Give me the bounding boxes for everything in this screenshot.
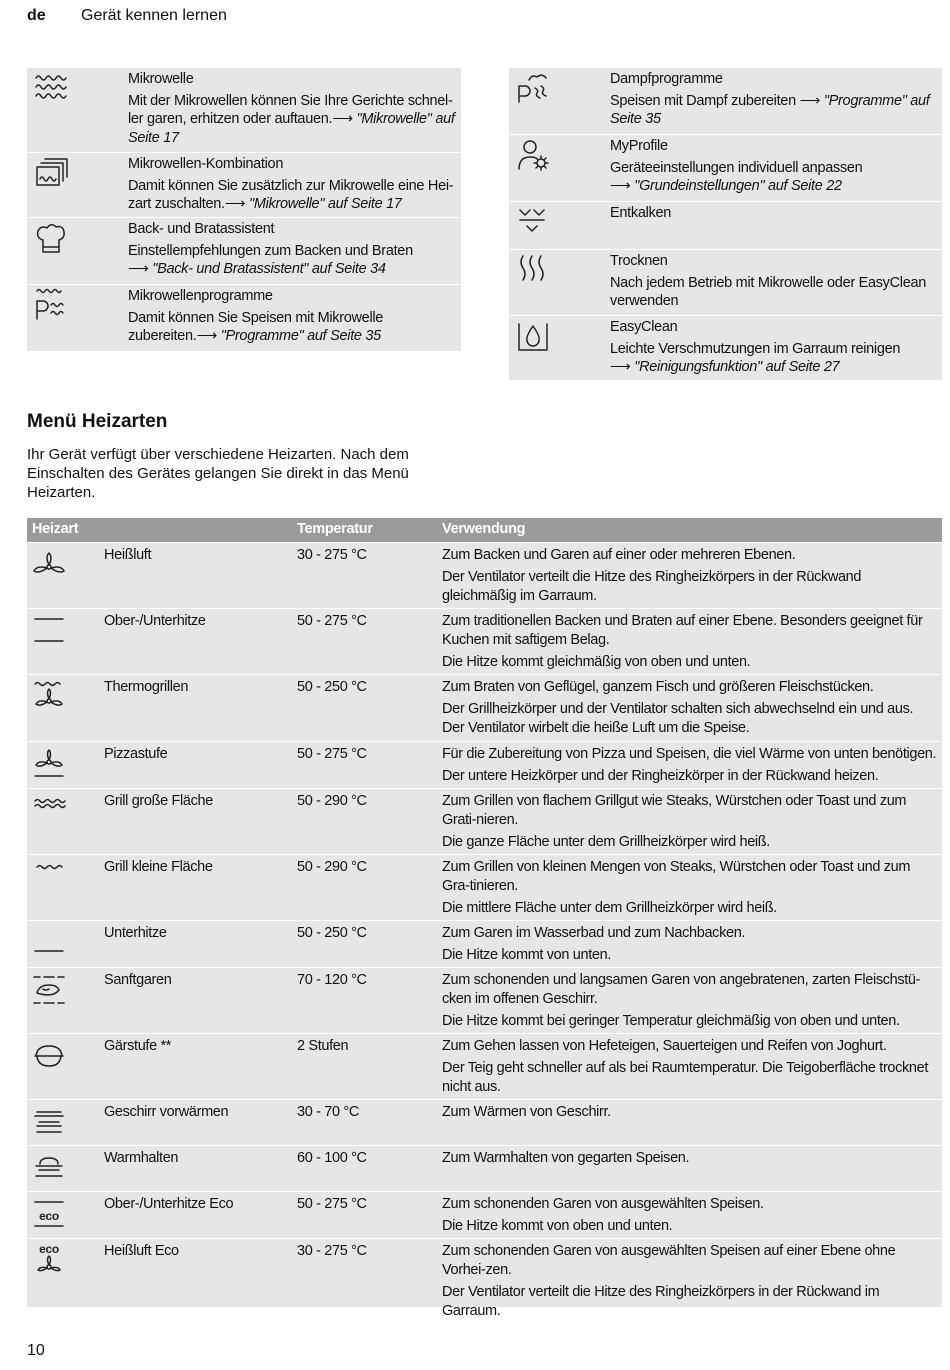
hot-air-eco-icon	[31, 1242, 67, 1277]
function-title: Back- und Bratassistent	[128, 221, 275, 237]
usage-line: Zum Gehen lassen von Hefeteigen, Sauerteigen und Reifen von Joghurt.	[442, 1038, 887, 1054]
temperature-range: 70 - 120 °C	[297, 972, 367, 988]
usage-line: Die Hitze kommt von oben und unten.	[442, 1218, 673, 1234]
function-row	[27, 68, 461, 152]
microwave-waves-icon	[33, 72, 69, 106]
function-desc: Leichte Verschmutzungen im Garraum reinigen	[610, 340, 901, 357]
function-desc: Speisen mit Dampf zubereiten	[610, 92, 796, 109]
usage-text	[442, 612, 938, 675]
grill-large-icon	[31, 795, 67, 827]
temperature-range: 50 - 250 °C	[297, 679, 367, 695]
chef-hat-icon	[33, 222, 69, 256]
slow-cook-icon	[31, 974, 67, 1006]
usage-line: Zum schonenden Garen von ausgewählten Speisen.	[442, 1196, 764, 1212]
heizart-name: Ober-/Unterhitze	[104, 613, 206, 629]
top-bottom-eco-icon	[31, 1198, 67, 1230]
function-title: Mikrowellenprogramme	[128, 288, 273, 304]
usage-line: Zum Warmhalten von gegarten Speisen.	[442, 1150, 690, 1166]
function-row	[509, 201, 942, 250]
temperature-range: 50 - 275 °C	[297, 746, 367, 762]
function-desc: Damit können Sie zusätzlich zur Mikrowelle eine Hei-zart zuschalten.	[128, 177, 454, 212]
function-desc: Mit der Mikrowellen können Sie Ihre Gerichte schnel-ler garen, erhitzen oder auftauen.	[128, 92, 453, 127]
arrow-icon: ⟶	[128, 261, 149, 277]
language-code: de	[27, 7, 46, 24]
drying-icon	[515, 254, 551, 288]
usage-line: Der Ventilator verteilt die Hitze des Ringheizkörpers in der Rückwand im Garraum.	[442, 1284, 880, 1319]
heizart-name: Sanftgaren	[104, 972, 172, 988]
usage-text	[442, 858, 938, 921]
heizart-name: Gärstufe **	[104, 1038, 172, 1054]
descaling-icon	[515, 206, 551, 240]
grill-small-icon	[31, 861, 67, 893]
usage-text	[442, 678, 938, 741]
easyclean-drop-icon	[515, 320, 551, 354]
usage-line: Die Hitze kommt gleichmäßig von oben und unten.	[442, 654, 751, 670]
page-reference[interactable]: "Programme" auf Seite 35	[220, 328, 381, 344]
usage-text	[442, 546, 938, 609]
proving-bowl-icon	[31, 1040, 67, 1072]
usage-line: Zum schonenden und langsamen Garen von angebratenen, zarten Fleischstü-cken im offenen Geschirr.	[442, 972, 921, 1007]
temperature-range: 60 - 100 °C	[297, 1150, 367, 1166]
function-desc: Damit können Sie Speisen mit Mikrowelle zubereiten.	[128, 309, 384, 344]
heizart-name: Unterhitze	[104, 925, 167, 941]
function-title: Trocknen	[610, 253, 668, 269]
function-title: EasyClean	[610, 319, 678, 335]
page-reference[interactable]: "Reinigungsfunktion" auf Seite 27	[634, 359, 840, 375]
pizza-setting-icon	[31, 748, 67, 780]
page-reference[interactable]: "Back- und Bratassistent" auf Seite 34	[152, 261, 386, 277]
table-row	[27, 1191, 942, 1239]
usage-line: Zum Backen und Garen auf einer oder mehreren Ebenen.	[442, 547, 796, 563]
usage-line: Die mittlere Fläche unter dem Grillheizkörper wird heiß.	[442, 900, 777, 916]
svg-text:eco: eco	[39, 1242, 59, 1256]
top-bottom-heat-icon	[31, 615, 67, 647]
table-row	[27, 854, 942, 921]
heizart-name: Geschirr vorwärmen	[104, 1104, 229, 1120]
table-row	[27, 920, 942, 968]
usage-text	[442, 924, 938, 968]
usage-line: Zum Grillen von kleinen Mengen von Steaks, Würstchen oder Toast und zum Gra-tinieren.	[442, 859, 911, 894]
temperature-range: 30 - 275 °C	[297, 547, 367, 563]
right-function-box	[509, 68, 942, 380]
usage-text	[442, 792, 938, 855]
function-row	[509, 68, 942, 134]
function-desc: Nach jedem Betrieb mit Mikrowelle oder EasyClean verwenden	[610, 274, 927, 309]
arrow-icon: ⟶	[224, 196, 246, 212]
plate-warming-icon	[31, 1106, 67, 1138]
usage-line: Zum Wärmen von Geschirr.	[442, 1104, 611, 1120]
table-header	[27, 518, 942, 542]
temperature-range: 50 - 275 °C	[297, 613, 367, 629]
temperature-range: 50 - 290 °C	[297, 793, 367, 809]
heizart-name: Grill kleine Fläche	[104, 859, 213, 875]
function-title: Entkalken	[610, 205, 671, 221]
page-reference[interactable]: "Programme" auf Seite 35	[610, 92, 930, 127]
table-row	[27, 788, 942, 855]
usage-text	[442, 1037, 938, 1100]
page-reference[interactable]: "Grundeinstellungen" auf Seite 22	[634, 178, 842, 194]
chapter-title: Gerät kennen lernen	[81, 7, 227, 24]
function-desc: Geräteeinstellungen individuell anpassen	[610, 159, 863, 176]
usage-text	[442, 1149, 938, 1171]
temperature-range: 30 - 70 °C	[297, 1104, 359, 1120]
page-number: 10	[27, 1342, 45, 1359]
function-row	[509, 315, 942, 381]
left-function-box	[27, 68, 461, 351]
usage-line: Die Hitze kommt bei geringer Temperatur gleichmäßig von oben und unten.	[442, 1013, 900, 1029]
table-row	[27, 967, 942, 1034]
usage-line: Zum Braten von Geflügel, ganzem Fisch und größeren Fleischstücken.	[442, 679, 874, 695]
table-row	[27, 741, 942, 789]
heizart-name: Heißluft	[104, 547, 152, 563]
function-title: Mikrowellen-Kombination	[128, 156, 284, 172]
usage-text	[442, 745, 938, 789]
usage-line: Zum traditionellen Backen und Braten auf einer Ebene. Besonders geeignet für Kuchen mit saftigem Belag.	[442, 613, 923, 648]
arrow-icon: ⟶	[196, 328, 217, 344]
usage-line: Der untere Heizkörper und der Ringheizkörper in der Rückwand heizen.	[442, 768, 879, 784]
steam-programs-icon	[515, 72, 551, 106]
usage-line: Der Grillheizkörper und der Ventilator schalten sich abwechselnd ein und aus. Der Ventilator wirbelt die heiße Luft um die Speise.	[442, 701, 914, 736]
usage-line: Zum schonenden Garen von ausgewählten Speisen auf einer Ebene ohne Vorhei-zen.	[442, 1243, 896, 1278]
arrow-icon: ⟶	[799, 92, 821, 109]
col-header-verwendung: Verwendung	[442, 521, 526, 537]
temperature-range: 50 - 250 °C	[297, 925, 367, 941]
temperature-range: 50 - 275 °C	[297, 1196, 367, 1212]
usage-line: Für die Zubereitung von Pizza und Speisen, die viel Wärme von unten benötigen.	[442, 746, 937, 762]
usage-line: Der Ventilator verteilt die Hitze des Ringheizkörpers in der Rückwand gleichmäßig im Garraum.	[442, 569, 862, 604]
bottom-heat-icon	[31, 927, 67, 959]
function-row	[27, 152, 461, 218]
col-header-temperatur: Temperatur	[297, 521, 373, 537]
hot-air-fan-icon	[31, 549, 67, 581]
table-row	[27, 1238, 942, 1319]
table-row	[27, 542, 942, 609]
arrow-icon: ⟶	[332, 111, 353, 127]
function-title: Mikrowelle	[128, 71, 194, 87]
usage-text	[442, 1103, 938, 1125]
microwave-programs-icon	[33, 289, 69, 323]
table-row	[27, 1099, 942, 1146]
usage-line: Die ganze Fläche unter dem Grillheizkörper wird heiß.	[442, 834, 770, 850]
table-row	[27, 608, 942, 675]
arrow-icon: ⟶	[610, 178, 631, 194]
section-intro: Ihr Gerät verfügt über verschiedene Heizarten. Nach dem Einschalten des Gerätes gelangen Sie direkt in das Menü Heizarten.	[27, 446, 409, 501]
usage-text	[442, 1242, 938, 1324]
table-row	[27, 674, 942, 742]
usage-line: Der Teig geht schneller auf als bei Raumtemperatur. Die Teigoberfläche trocknet nicht aus.	[442, 1060, 929, 1095]
microwave-combination-icon	[33, 157, 69, 191]
function-desc: Einstellempfehlungen zum Backen und Braten	[128, 242, 413, 259]
usage-text	[442, 1195, 938, 1239]
usage-line: Zum Garen im Wasserbad und zum Nachbacken.	[442, 925, 746, 941]
function-row	[27, 217, 461, 285]
function-row	[509, 134, 942, 202]
function-row	[509, 249, 942, 316]
heizart-name: Thermogrillen	[104, 679, 189, 695]
temperature-range: 50 - 290 °C	[297, 859, 367, 875]
page-reference[interactable]: "Mikrowelle" auf Seite 17	[248, 196, 402, 212]
section-title: Menü Heizarten	[27, 411, 168, 432]
usage-text	[442, 971, 938, 1034]
keep-warm-icon	[31, 1152, 67, 1184]
temperature-range: 30 - 275 °C	[297, 1243, 367, 1259]
arrow-icon: ⟶	[610, 359, 631, 375]
function-title: Dampfprogramme	[610, 71, 723, 87]
svg-text:eco: eco	[39, 1209, 59, 1223]
temperature-range: 2 Stufen	[297, 1038, 349, 1054]
heizart-name: Grill große Fläche	[104, 793, 213, 809]
usage-line: Die Hitze kommt von unten.	[442, 947, 611, 963]
table-row	[27, 1033, 942, 1100]
col-header-heizart: Heizart	[32, 521, 79, 537]
function-row	[27, 284, 461, 352]
heizart-name: Ober-/Unterhitze Eco	[104, 1196, 234, 1212]
heizart-name: Pizzastufe	[104, 746, 168, 762]
user-settings-icon	[515, 139, 551, 173]
heizart-name: Heißluft Eco	[104, 1243, 179, 1259]
table-row	[27, 1145, 942, 1192]
thermo-grill-icon	[31, 681, 67, 713]
usage-line: Zum Grillen von flachem Grillgut wie Steaks, Würstchen oder Toast und zum Grati-nieren.	[442, 793, 907, 828]
heizart-name: Warmhalten	[104, 1150, 179, 1166]
function-title: MyProfile	[610, 138, 668, 154]
page-reference[interactable]: "Mikrowelle" auf Seite 17	[128, 111, 455, 146]
